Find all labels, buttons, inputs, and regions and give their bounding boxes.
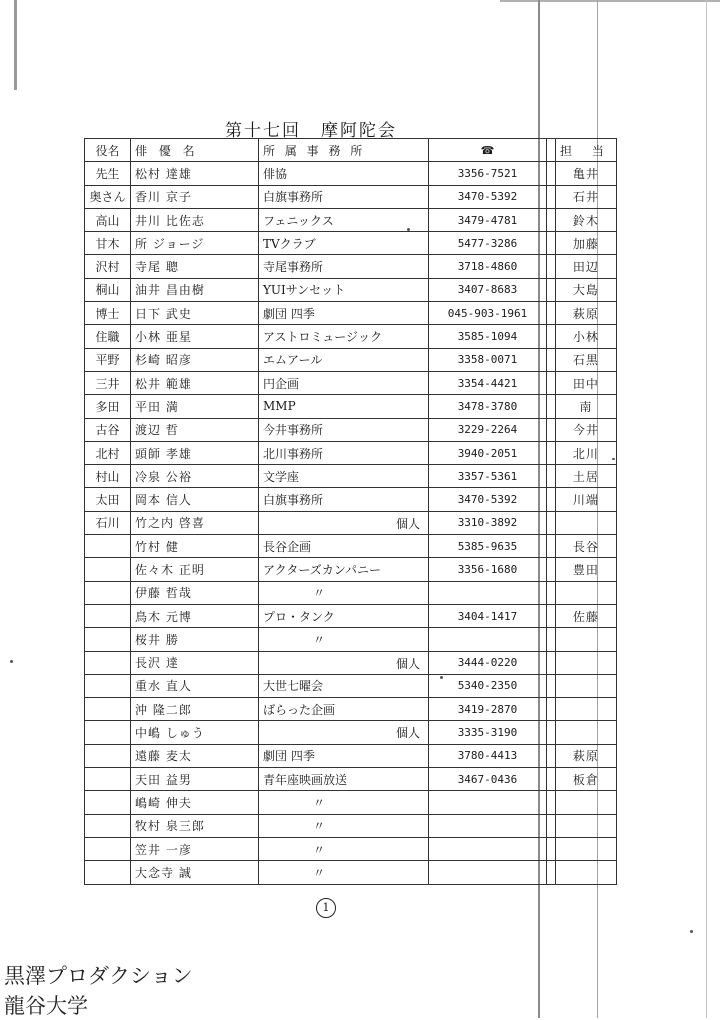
column-gap: [547, 558, 556, 581]
agency-cell: エムアール: [259, 348, 429, 371]
role-cell: [85, 791, 131, 814]
actor-cell: 冷泉 公裕: [131, 465, 259, 488]
column-gap: [547, 185, 556, 208]
actor-cell: 竹村 健: [131, 535, 259, 558]
header-role: 役名: [85, 139, 131, 162]
phone-cell: 3356-1680: [429, 558, 547, 581]
actor-cell: 油井 昌由樹: [131, 278, 259, 301]
scan-speck: [407, 228, 410, 231]
table-row: [85, 418, 617, 441]
agency-cell: ばらった企画: [259, 698, 429, 721]
actor-cell: 鳥木 元博: [131, 604, 259, 627]
agency-cell: フェニックス: [259, 208, 429, 231]
table-row: [85, 651, 617, 674]
role-cell: 先生: [85, 162, 131, 185]
table-row: [85, 861, 617, 884]
scan-speck: [690, 930, 693, 933]
column-gap: [547, 511, 556, 534]
actor-cell: 小林 亜星: [131, 325, 259, 348]
agency-cell: [259, 651, 429, 674]
page-number: 1: [316, 898, 336, 918]
actor-cell: 所 ジョージ: [131, 232, 259, 255]
title-part-1: 第十七回: [225, 121, 301, 141]
phone-cell: 3229-2264: [429, 418, 547, 441]
agency-cell: 〃: [259, 628, 429, 651]
phone-cell: 3718-4860: [429, 255, 547, 278]
phone-cell: 3335-3190: [429, 721, 547, 744]
phone-cell: 3310-3892: [429, 511, 547, 534]
agency-cell: 劇団 四季: [259, 744, 429, 767]
actor-cell: 長沢 達: [131, 651, 259, 674]
agency-cell: 〃: [259, 861, 429, 884]
column-gap: [547, 721, 556, 744]
role-cell: 北村: [85, 441, 131, 464]
actor-cell: 渡辺 哲: [131, 418, 259, 441]
header-actor: 俳 優 名: [131, 139, 259, 162]
phone-cell: [429, 837, 547, 860]
page-edge: [14, 0, 17, 90]
role-cell: [85, 558, 131, 581]
actor-cell: 竹之内 啓喜: [131, 511, 259, 534]
phone-cell: 045-903-1961: [429, 302, 547, 325]
staff-cell: [556, 698, 617, 721]
column-gap: [547, 791, 556, 814]
actor-cell: 沖 隆二郎: [131, 698, 259, 721]
phone-cell: 3780-4413: [429, 744, 547, 767]
table-header-row: [85, 139, 617, 162]
role-cell: 住職: [85, 325, 131, 348]
role-cell: 石川: [85, 511, 131, 534]
column-gap: [547, 488, 556, 511]
role-cell: 三井: [85, 371, 131, 394]
actor-cell: 杉崎 昭彦: [131, 348, 259, 371]
actor-cell: 牧村 泉三郎: [131, 814, 259, 837]
staff-cell: [556, 837, 617, 860]
staff-cell: [556, 511, 617, 534]
table-body: [85, 162, 617, 884]
table-row: [85, 744, 617, 767]
scan-speck: [440, 676, 443, 679]
staff-cell: [556, 628, 617, 651]
column-gap: [547, 628, 556, 651]
agency-cell: 今井事務所: [259, 418, 429, 441]
column-gap: [547, 837, 556, 860]
staff-cell: 南: [556, 395, 617, 418]
staff-cell: 大島: [556, 278, 617, 301]
agency-cell: アストロミュージック: [259, 325, 429, 348]
staff-cell: 川端: [556, 488, 617, 511]
table-row: [85, 208, 617, 231]
agency-cell: アクターズカンパニー: [259, 558, 429, 581]
staff-cell: 石黒: [556, 348, 617, 371]
phone-cell: 5477-3286: [429, 232, 547, 255]
actor-cell: 重水 直人: [131, 674, 259, 697]
table-row: [85, 302, 617, 325]
archive-stamp-line-2: 龍谷大学: [4, 994, 88, 1018]
phone-cell: 3357-5361: [429, 465, 547, 488]
role-cell: [85, 651, 131, 674]
column-gap: [547, 861, 556, 884]
staff-cell: 田辺: [556, 255, 617, 278]
staff-cell: [556, 791, 617, 814]
table-row: [85, 395, 617, 418]
table-row: [85, 814, 617, 837]
role-cell: [85, 814, 131, 837]
table-row: [85, 674, 617, 697]
phone-cell: [429, 581, 547, 604]
individual-label: 個人: [395, 656, 420, 671]
table-row: [85, 232, 617, 255]
actor-cell: 香川 京子: [131, 185, 259, 208]
table-row: [85, 325, 617, 348]
column-gap: [547, 348, 556, 371]
agency-cell: TVクラブ: [259, 232, 429, 255]
role-cell: [85, 698, 131, 721]
phone-cell: 3467-0436: [429, 768, 547, 791]
agency-cell: [259, 511, 429, 534]
column-gap: [547, 814, 556, 837]
table-row: [85, 278, 617, 301]
table-row: [85, 581, 617, 604]
phone-cell: 3354-4421: [429, 371, 547, 394]
agency-cell: 文学座: [259, 465, 429, 488]
staff-cell: [556, 814, 617, 837]
role-cell: 平野: [85, 348, 131, 371]
actor-cell: 井川 比佐志: [131, 208, 259, 231]
column-gap: [547, 744, 556, 767]
table-row: [85, 488, 617, 511]
header-staff: 担 当: [556, 139, 617, 162]
column-gap: [547, 232, 556, 255]
phone-cell: [429, 791, 547, 814]
actor-cell: 平田 満: [131, 395, 259, 418]
phone-cell: 3479-4781: [429, 208, 547, 231]
table-row: [85, 837, 617, 860]
staff-cell: 鈴木: [556, 208, 617, 231]
agency-cell: プロ・タンク: [259, 604, 429, 627]
table-row: [85, 768, 617, 791]
column-gap: [547, 581, 556, 604]
table-row: [85, 721, 617, 744]
role-cell: [85, 581, 131, 604]
archive-stamp-line-1: 黒澤プロダクション: [4, 964, 193, 988]
header-agency: 所 属 事 務 所: [259, 139, 429, 162]
staff-cell: 萩原: [556, 302, 617, 325]
role-cell: [85, 744, 131, 767]
actor-cell: 松村 達雄: [131, 162, 259, 185]
agency-cell: 大世七曜会: [259, 674, 429, 697]
staff-cell: 長谷: [556, 535, 617, 558]
phone-cell: 3404-1417: [429, 604, 547, 627]
role-cell: 桐山: [85, 278, 131, 301]
agency-cell: 〃: [259, 814, 429, 837]
column-gap: [547, 418, 556, 441]
document-title: [225, 116, 485, 141]
role-cell: 多田: [85, 395, 131, 418]
actor-cell: 嶋崎 伸夫: [131, 791, 259, 814]
actor-cell: 寺尾 聰: [131, 255, 259, 278]
staff-cell: [556, 721, 617, 744]
staff-cell: 板倉: [556, 768, 617, 791]
actor-cell: 中嶋 しゅう: [131, 721, 259, 744]
column-gap: [547, 325, 556, 348]
role-cell: [85, 674, 131, 697]
table-row: [85, 255, 617, 278]
page-edge: [500, 0, 720, 2]
phone-cell: [429, 628, 547, 651]
staff-cell: 亀井: [556, 162, 617, 185]
phone-cell: [429, 814, 547, 837]
staff-cell: 北川: [556, 441, 617, 464]
individual-label: 個人: [395, 726, 420, 741]
actor-cell: 笠井 一彦: [131, 837, 259, 860]
scan-speck: [612, 458, 615, 460]
staff-cell: 加藤: [556, 232, 617, 255]
role-cell: [85, 535, 131, 558]
role-cell: [85, 721, 131, 744]
column-gap: [547, 651, 556, 674]
column-gap: [547, 768, 556, 791]
column-gap: [547, 208, 556, 231]
actor-cell: 遠藤 麦太: [131, 744, 259, 767]
phone-cell: 3478-3780: [429, 395, 547, 418]
table-row: [85, 535, 617, 558]
agency-cell: 〃: [259, 581, 429, 604]
role-cell: 甘木: [85, 232, 131, 255]
role-cell: [85, 628, 131, 651]
role-cell: 沢村: [85, 255, 131, 278]
staff-cell: 今井: [556, 418, 617, 441]
role-cell: 村山: [85, 465, 131, 488]
actor-cell: 岡本 信人: [131, 488, 259, 511]
role-cell: [85, 768, 131, 791]
staff-cell: 佐藤: [556, 604, 617, 627]
role-cell: 太田: [85, 488, 131, 511]
agency-cell: 長谷企画: [259, 535, 429, 558]
actor-cell: 天田 益男: [131, 768, 259, 791]
staff-cell: [556, 674, 617, 697]
header-phone: [429, 139, 547, 162]
actor-cell: 桜井 勝: [131, 628, 259, 651]
table-row: [85, 162, 617, 185]
agency-cell: 〃: [259, 791, 429, 814]
staff-cell: 小林: [556, 325, 617, 348]
table-row: [85, 698, 617, 721]
table-row: [85, 511, 617, 534]
agency-cell: 白旗事務所: [259, 185, 429, 208]
role-cell: 博士: [85, 302, 131, 325]
staff-cell: 豊田: [556, 558, 617, 581]
agency-cell: 青年座映画放送: [259, 768, 429, 791]
agency-cell: 円企画: [259, 371, 429, 394]
column-gap: [547, 535, 556, 558]
table-row: [85, 465, 617, 488]
column-gap: [547, 441, 556, 464]
title-part-2: 摩阿陀会: [321, 121, 397, 141]
actor-cell: 伊藤 哲哉: [131, 581, 259, 604]
scan-line: [706, 0, 707, 1018]
staff-cell: 石井: [556, 185, 617, 208]
column-gap: [547, 465, 556, 488]
table-row: [85, 371, 617, 394]
phone-cell: 3407-8683: [429, 278, 547, 301]
phone-cell: 3470-5392: [429, 488, 547, 511]
column-gap: [547, 302, 556, 325]
table-row: [85, 558, 617, 581]
phone-cell: 3419-2870: [429, 698, 547, 721]
agency-cell: [259, 721, 429, 744]
table-row: [85, 348, 617, 371]
role-cell: 奥さん: [85, 185, 131, 208]
staff-cell: [556, 581, 617, 604]
phone-cell: 5385-9635: [429, 535, 547, 558]
agency-cell: 劇団 四季: [259, 302, 429, 325]
column-gap: [547, 162, 556, 185]
table-row: [85, 791, 617, 814]
phone-cell: 3585-1094: [429, 325, 547, 348]
table-row: [85, 604, 617, 627]
column-gap: [547, 139, 556, 162]
actor-cell: 松井 範雄: [131, 371, 259, 394]
individual-label: 個人: [395, 516, 420, 531]
actor-cell: 大念寺 誠: [131, 861, 259, 884]
agency-cell: YUIサンセット: [259, 278, 429, 301]
role-cell: [85, 837, 131, 860]
telephone-icon: ☎: [480, 144, 495, 158]
phone-cell: 3470-5392: [429, 185, 547, 208]
staff-cell: 萩原: [556, 744, 617, 767]
staff-cell: [556, 861, 617, 884]
phone-cell: [429, 861, 547, 884]
column-gap: [547, 255, 556, 278]
phone-cell: 3940-2051: [429, 441, 547, 464]
column-gap: [547, 698, 556, 721]
actor-cell: 頭師 孝雄: [131, 441, 259, 464]
table-row: [85, 628, 617, 651]
table-row: [85, 185, 617, 208]
actor-cell: 佐々木 正明: [131, 558, 259, 581]
agency-cell: MMP: [259, 395, 429, 418]
phone-cell: 3444-0220: [429, 651, 547, 674]
scan-speck: [10, 660, 13, 663]
staff-cell: 田中: [556, 371, 617, 394]
staff-cell: [556, 651, 617, 674]
agency-cell: 寺尾事務所: [259, 255, 429, 278]
phone-cell: 5340-2350: [429, 674, 547, 697]
phone-cell: 3356-7521: [429, 162, 547, 185]
role-cell: 高山: [85, 208, 131, 231]
agency-cell: 俳協: [259, 162, 429, 185]
phone-cell: 3358-0071: [429, 348, 547, 371]
column-gap: [547, 278, 556, 301]
role-cell: [85, 861, 131, 884]
actor-cell: 日下 武史: [131, 302, 259, 325]
column-gap: [547, 395, 556, 418]
agency-cell: 〃: [259, 837, 429, 860]
table-row: [85, 441, 617, 464]
column-gap: [547, 371, 556, 394]
role-cell: [85, 604, 131, 627]
agency-cell: 白旗事務所: [259, 488, 429, 511]
column-gap: [547, 604, 556, 627]
staff-cell: 土居: [556, 465, 617, 488]
column-gap: [547, 674, 556, 697]
role-cell: 古谷: [85, 418, 131, 441]
cast-roster-table: [84, 138, 617, 885]
agency-cell: 北川事務所: [259, 441, 429, 464]
